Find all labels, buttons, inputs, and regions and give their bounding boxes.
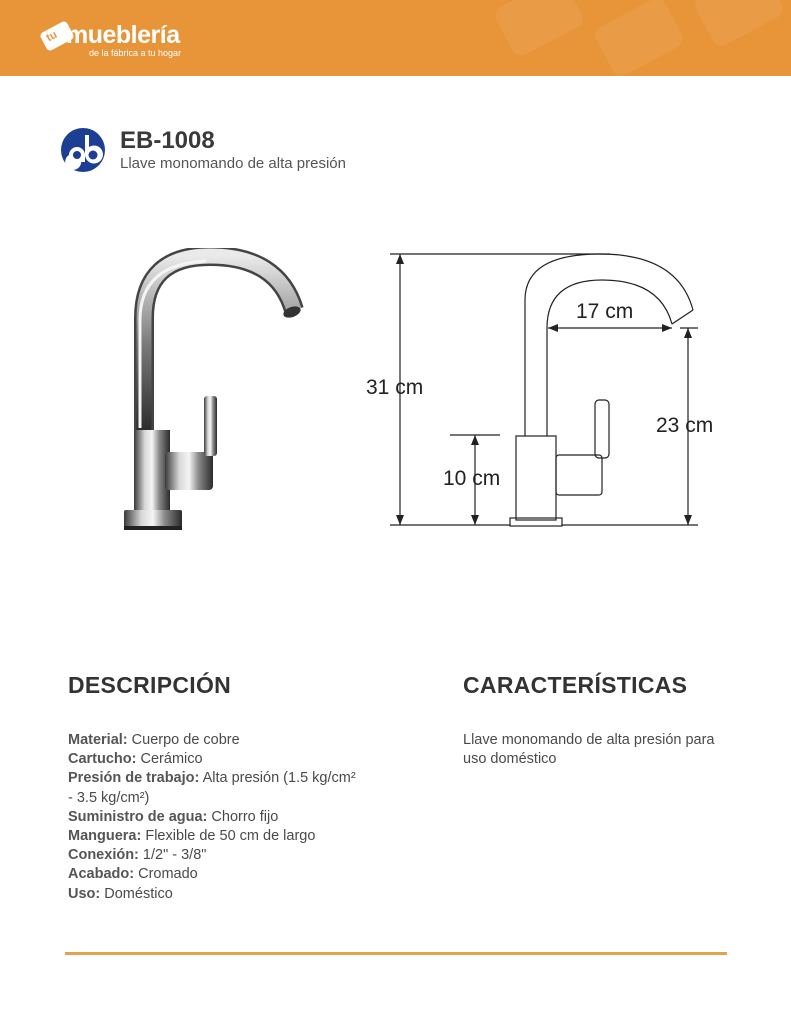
- spec-row-finish: Acabado: Cromado: [68, 866, 198, 883]
- footer-divider: [65, 952, 727, 955]
- header-banner: [0, 0, 791, 76]
- dimension-spout-reach: 17 cm: [576, 300, 634, 323]
- spec-row-use: Uso: Doméstico: [68, 885, 173, 902]
- spec-row-water-supply: Suministro de agua: Chorro fijo: [68, 808, 279, 825]
- features-title: CARACTERÍSTICAS: [463, 672, 688, 698]
- decorative-tag-shape: [692, 0, 786, 49]
- logo-name: mueblería: [66, 21, 180, 49]
- spec-row-cartridge: Cartucho: Cerámico: [68, 751, 203, 768]
- product-subtitle: Llave monomando de alta presión: [120, 155, 346, 172]
- spec-row-pressure: Presión de trabajo: Alta presión (1.5 kg/cm² - 3.5 kg/cm²): [68, 770, 356, 806]
- faucet-photo: [110, 248, 310, 533]
- dimension-total-height: 31 cm: [366, 376, 424, 399]
- logo-tag-icon: tu: [39, 20, 75, 52]
- product-code: EB-1008: [120, 127, 215, 154]
- spec-list: [68, 731, 358, 904]
- dimension-base-height: 10 cm: [443, 467, 501, 490]
- ab-monogram-icon: [60, 127, 106, 173]
- decorative-tag-shape: [592, 0, 686, 76]
- decorative-tag-shape: [492, 0, 586, 59]
- spec-row-hose: Manguera: Flexible de 50 cm de largo: [68, 828, 316, 845]
- dimension-spout-height: 23 cm: [656, 414, 714, 437]
- spec-row-connection: Conexión: 1/2" - 3/8": [68, 847, 207, 864]
- spec-row-material: Material: Cuerpo de cobre: [68, 732, 240, 748]
- features-text: Llave monomando de alta presión para uso doméstico: [463, 732, 715, 768]
- description-title: DESCRIPCIÓN: [68, 672, 232, 698]
- logo-tagline: de la fábrica a tu hogar: [89, 48, 182, 58]
